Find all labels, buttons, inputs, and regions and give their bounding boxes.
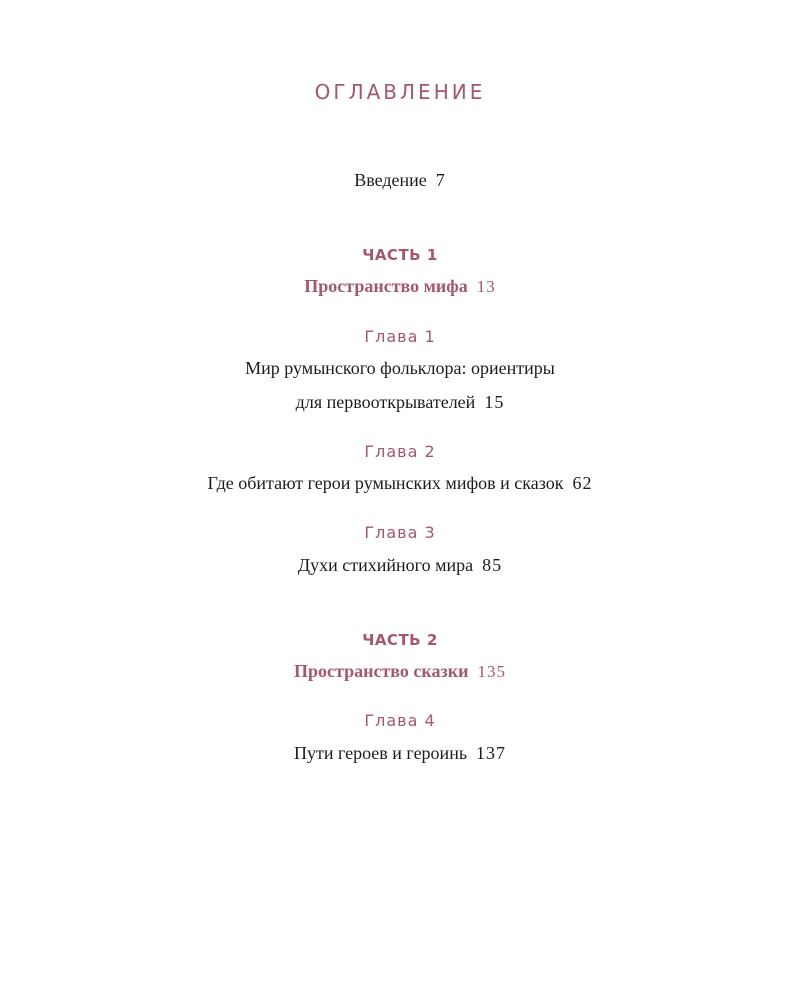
chapter-1-page-number: 15 — [484, 392, 505, 412]
chapter-3-title: Духи стихийного мира — [297, 555, 474, 575]
toc-entry-chapter-1-line-2[interactable] — [0, 392, 800, 413]
toc-entry-chapter-2[interactable] — [0, 473, 800, 494]
chapter-1-title-line-1: Мир румынского фольклора: ориентиры — [245, 358, 555, 378]
chapter-2-title: Где обитают герои румынских мифов и сказок — [207, 473, 564, 493]
chapter-4-page-number: 137 — [476, 743, 507, 763]
chapter-3-page-number: 85 — [482, 555, 503, 575]
chapter-4-label: Глава 4 — [364, 711, 436, 730]
chapter-1-label: Глава 1 — [364, 327, 436, 346]
chapter-4-title: Пути героев и героинь — [293, 743, 468, 763]
toc-entry-chapter-3[interactable] — [0, 555, 800, 576]
toc-entry-intro[interactable] — [0, 170, 800, 191]
part-2-label: ЧАСТЬ 2 — [362, 631, 438, 649]
toc-entry-part-2[interactable] — [0, 661, 800, 682]
part-1-label: ЧАСТЬ 1 — [362, 246, 438, 264]
entry-title: Введение — [354, 170, 427, 190]
chapter-3-label: Глава 3 — [364, 523, 436, 542]
toc-entry-chapter-4[interactable] — [0, 743, 800, 764]
toc-entry-part-1[interactable] — [0, 276, 800, 297]
toc-entry-chapter-1-line-1[interactable] — [0, 358, 800, 379]
chapter-2-page-number: 62 — [572, 473, 593, 493]
part-2-title: Пространство сказки — [294, 661, 469, 681]
entry-page-number: 7 — [435, 170, 446, 190]
chapter-1-title-line-2: для первооткрывателей — [295, 392, 476, 412]
part-2-page-number: 135 — [477, 662, 506, 681]
chapter-2-label: Глава 2 — [364, 442, 436, 461]
part-1-page-number: 13 — [476, 277, 496, 296]
part-1-title: Пространство мифа — [304, 276, 468, 296]
page-title: ОГЛАВЛЕНИЕ — [314, 80, 486, 104]
